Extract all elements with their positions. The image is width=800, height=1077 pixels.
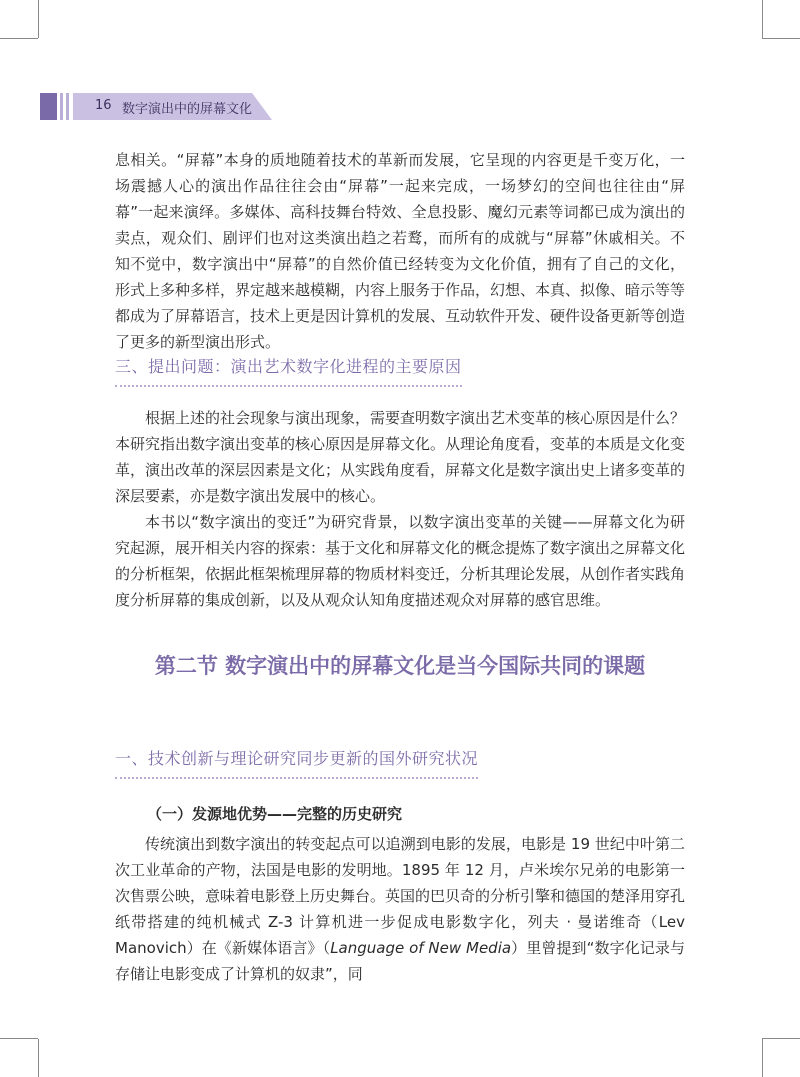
- crop-mark-bottom-right-h: [762, 1038, 800, 1039]
- body-paragraph: 根据上述的社会现象与演出现象，需要查明数字演出艺术变革的核心原因是什么？本研究指出数字演出变革的核心原因是屏幕文化。从理论角度看，变革的本质是文化变革，演出改革的深层因素是文化；从实践角度看，屏幕文化是数字演出史上诸多变革的深层要素，亦是数字演出发展中的核心。: [115, 409, 686, 505]
- paragraph-text: 传统演出到数字演出的转变起点可以追溯到电影的发展，电影是 19 世纪中叶第二次工业革命的产物，法国是电影的发明地。1895 年 12 月，卢米埃尔兄弟的电影第一次售票公映，意味着电影登上历史舞台。英国的巴贝奇的分析引擎和德国的楚泽用穿孔纸带搭建的纯机械式 Z-3 计算机进一步促成电影数字化，列夫 · 曼诺维奇（Lev Manovich）在《新媒体语言》（: [115, 835, 686, 957]
- header-title: 数字演出中的屏幕文化: [122, 102, 253, 117]
- body-paragraph: 本书以“数字演出的变迁”为研究背景，以数字演出变革的关键——屏幕文化为研究起源，展开相关内容的探索：基于文化和屏幕文化的概念提炼了数字演出之屏幕文化的分析框架，依据此框架梳理屏幕的物质材料变迁，分析其理论发展，从创作者实践角度分析屏幕的集成创新，以及从观众认知角度描述观众对屏幕的感官思维。: [115, 513, 686, 609]
- page-number: 16: [95, 98, 112, 113]
- crop-mark-top-right-h: [762, 38, 800, 39]
- crop-mark-top-left: [38, 0, 39, 38]
- subheading: 三、提出问题：演出艺术数字化进程的主要原因: [115, 354, 462, 387]
- section-title: 第二节 数字演出中的屏幕文化是当今国际共同的课题: [154, 654, 646, 678]
- crop-mark-bottom-right: [762, 1039, 763, 1077]
- book-title-italic: Language of New Media: [330, 939, 512, 957]
- running-header: [40, 93, 272, 120]
- header-stripe: [60, 93, 63, 120]
- subheading: 一、技术创新与理论研究同步更新的国外研究状况: [115, 746, 478, 779]
- body-paragraph: 息相关。“屏幕”本身的质地随着技术的革新而发展，它呈现的内容更是千变万化，一场震撼人心的演出作品往往会由“屏幕”一起来完成，一场梦幻的空间也往往由“屏幕”一起来演绎。多媒体、高科技舞台特效、全息投影、魔幻元素等词都已成为演出的卖点，观众们、剧评们也对这类演出趋之若鹜，而所有的成就与“屏幕”休戚相关。不知不觉中，数字演出中“屏幕”的自然价值已经转变为文化价值，拥有了自己的文化，形式上多种多样，界定越来越模糊，内容上服务于作品，幻想、本真、拟像、暗示等等都成为了屏幕语言，技术上更是因计算机的发展、互动软件开发、硬件设备更新等创造了更多的新型演出形式。: [115, 151, 686, 351]
- body-paragraph: [115, 831, 685, 987]
- crop-mark-bottom-left-h: [0, 1038, 38, 1039]
- paragraph-text: ）里曾提到“数字化记录与存储让电影变成了计算机的奴隶”，同: [115, 939, 686, 983]
- minor-heading: （一）发源地优势——完整的历史研究: [147, 805, 403, 823]
- crop-mark-top-right: [762, 0, 763, 38]
- header-color-block: [40, 93, 57, 120]
- crop-mark-bottom-left: [38, 1039, 39, 1077]
- header-stripe: [66, 93, 69, 120]
- crop-mark-top-left-h: [0, 38, 38, 39]
